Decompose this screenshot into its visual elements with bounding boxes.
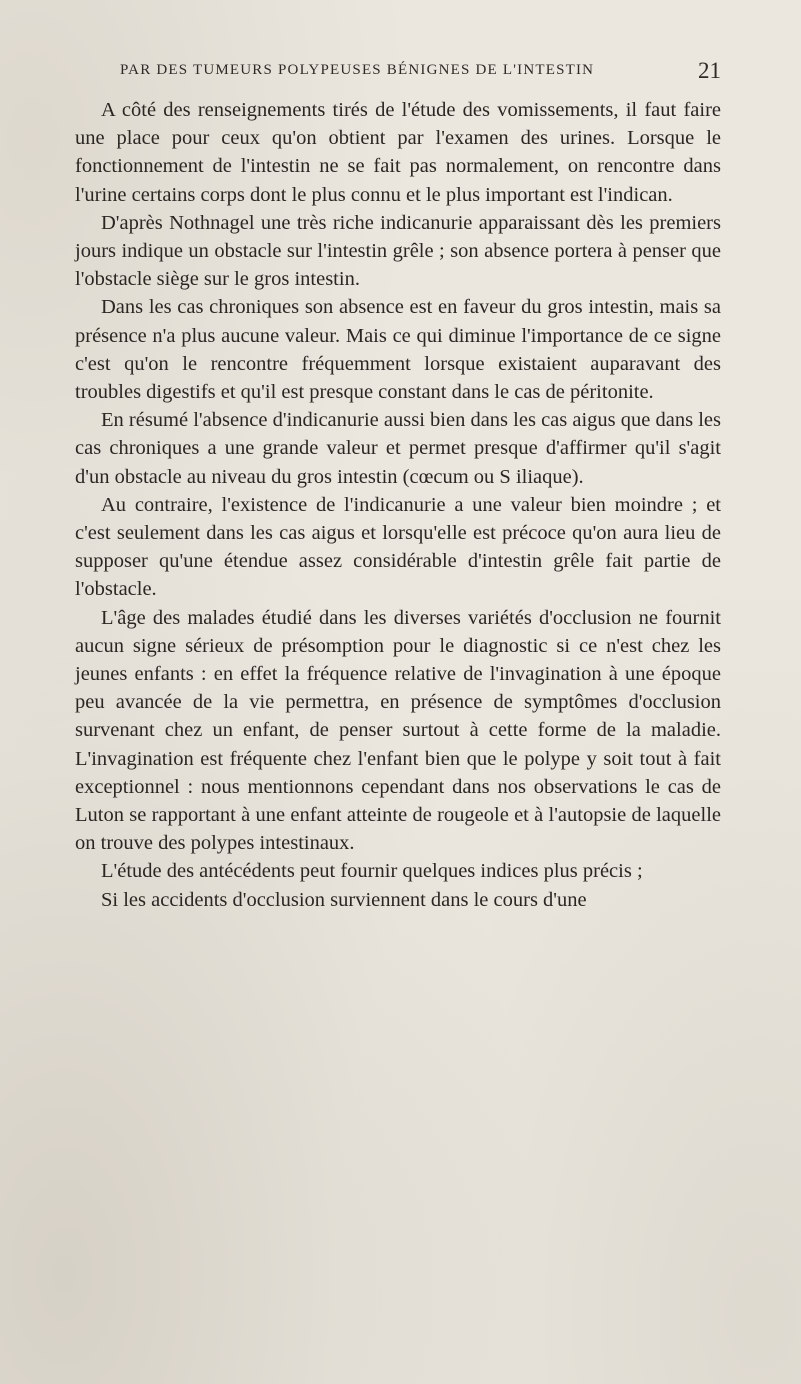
paragraph: En résumé l'absence d'indicanurie aussi bien dans les cas aigus que dans les cas chroniques a une grande valeur et permet presque d'affirmer qu'il s'agit d'un obstacle au niveau du gros intestin (cœcum ou S iliaque).: [75, 409, 721, 488]
paragraph: L'étude des antécédents peut fournir quelques indices plus précis ;: [101, 860, 643, 883]
page-number: 21: [698, 58, 721, 83]
paragraph: L'âge des malades étudié dans les diverses variétés d'occlusion ne fournit aucun signe sérieux de présomption pour le diagnostic si ce n'est chez les jeunes enfants : en effet la fréquence relative de l'invagination à une époque peu avancée de la vie permettra, en présence de symptômes d'occlusion survenant chez un enfant, de penser surtout à cette forme de la maladie. L'invagination est fréquente chez l'enfant bien que le polype y soit tout à fait exceptionnel : nous mentionnons cependant dans nos observations le cas de Luton se rapportant à une enfant atteinte de rougeole et à l'autopsie de laquelle on trouve des polypes intestinaux.: [75, 606, 721, 855]
paragraph: D'après Nothnagel une très riche indicanurie apparaissant dès les premiers jours indique un obstacle sur l'intestin grêle ; son absence portera à penser que l'obstacle siège sur le gros intestin.: [75, 211, 721, 291]
body-text: [75, 96, 721, 914]
paragraph: Si les accidents d'occlusion surviennent dans le cours d'une: [101, 888, 587, 911]
running-title: PAR DES TUMEURS POLYPEUSES BÉNIGNES DE L'INTESTIN: [120, 62, 595, 78]
paragraph: Au contraire, l'existence de l'indicanurie a une valeur bien moindre ; et c'est seulement dans les cas aigus et lorsqu'elle est précoce qu'on aura lieu de supposer qu'une étendue assez considérable d'intestin grêle fait partie de l'obstacle.: [75, 493, 721, 601]
running-head: [120, 62, 720, 79]
paragraph: A côté des renseignements tirés de l'étude des vomissements, il faut faire une place pour ceux qu'on obtient par l'examen des urines. Lorsque le fonctionnement de l'intestin ne se fait pas normalement, on rencontre dans l'urine certains corps dont le plus connu et le plus important est l'indican.: [75, 99, 721, 206]
paragraph: Dans les cas chroniques son absence est en faveur du gros intestin, mais sa présence n'a plus aucune valeur. Mais ce qui diminue l'importance de ce signe c'est qu'on le rencontre fréquemment lorsque existaient auparavant des troubles digestifs et qu'il est presque constant dans le cas de péritonite.: [75, 296, 721, 404]
